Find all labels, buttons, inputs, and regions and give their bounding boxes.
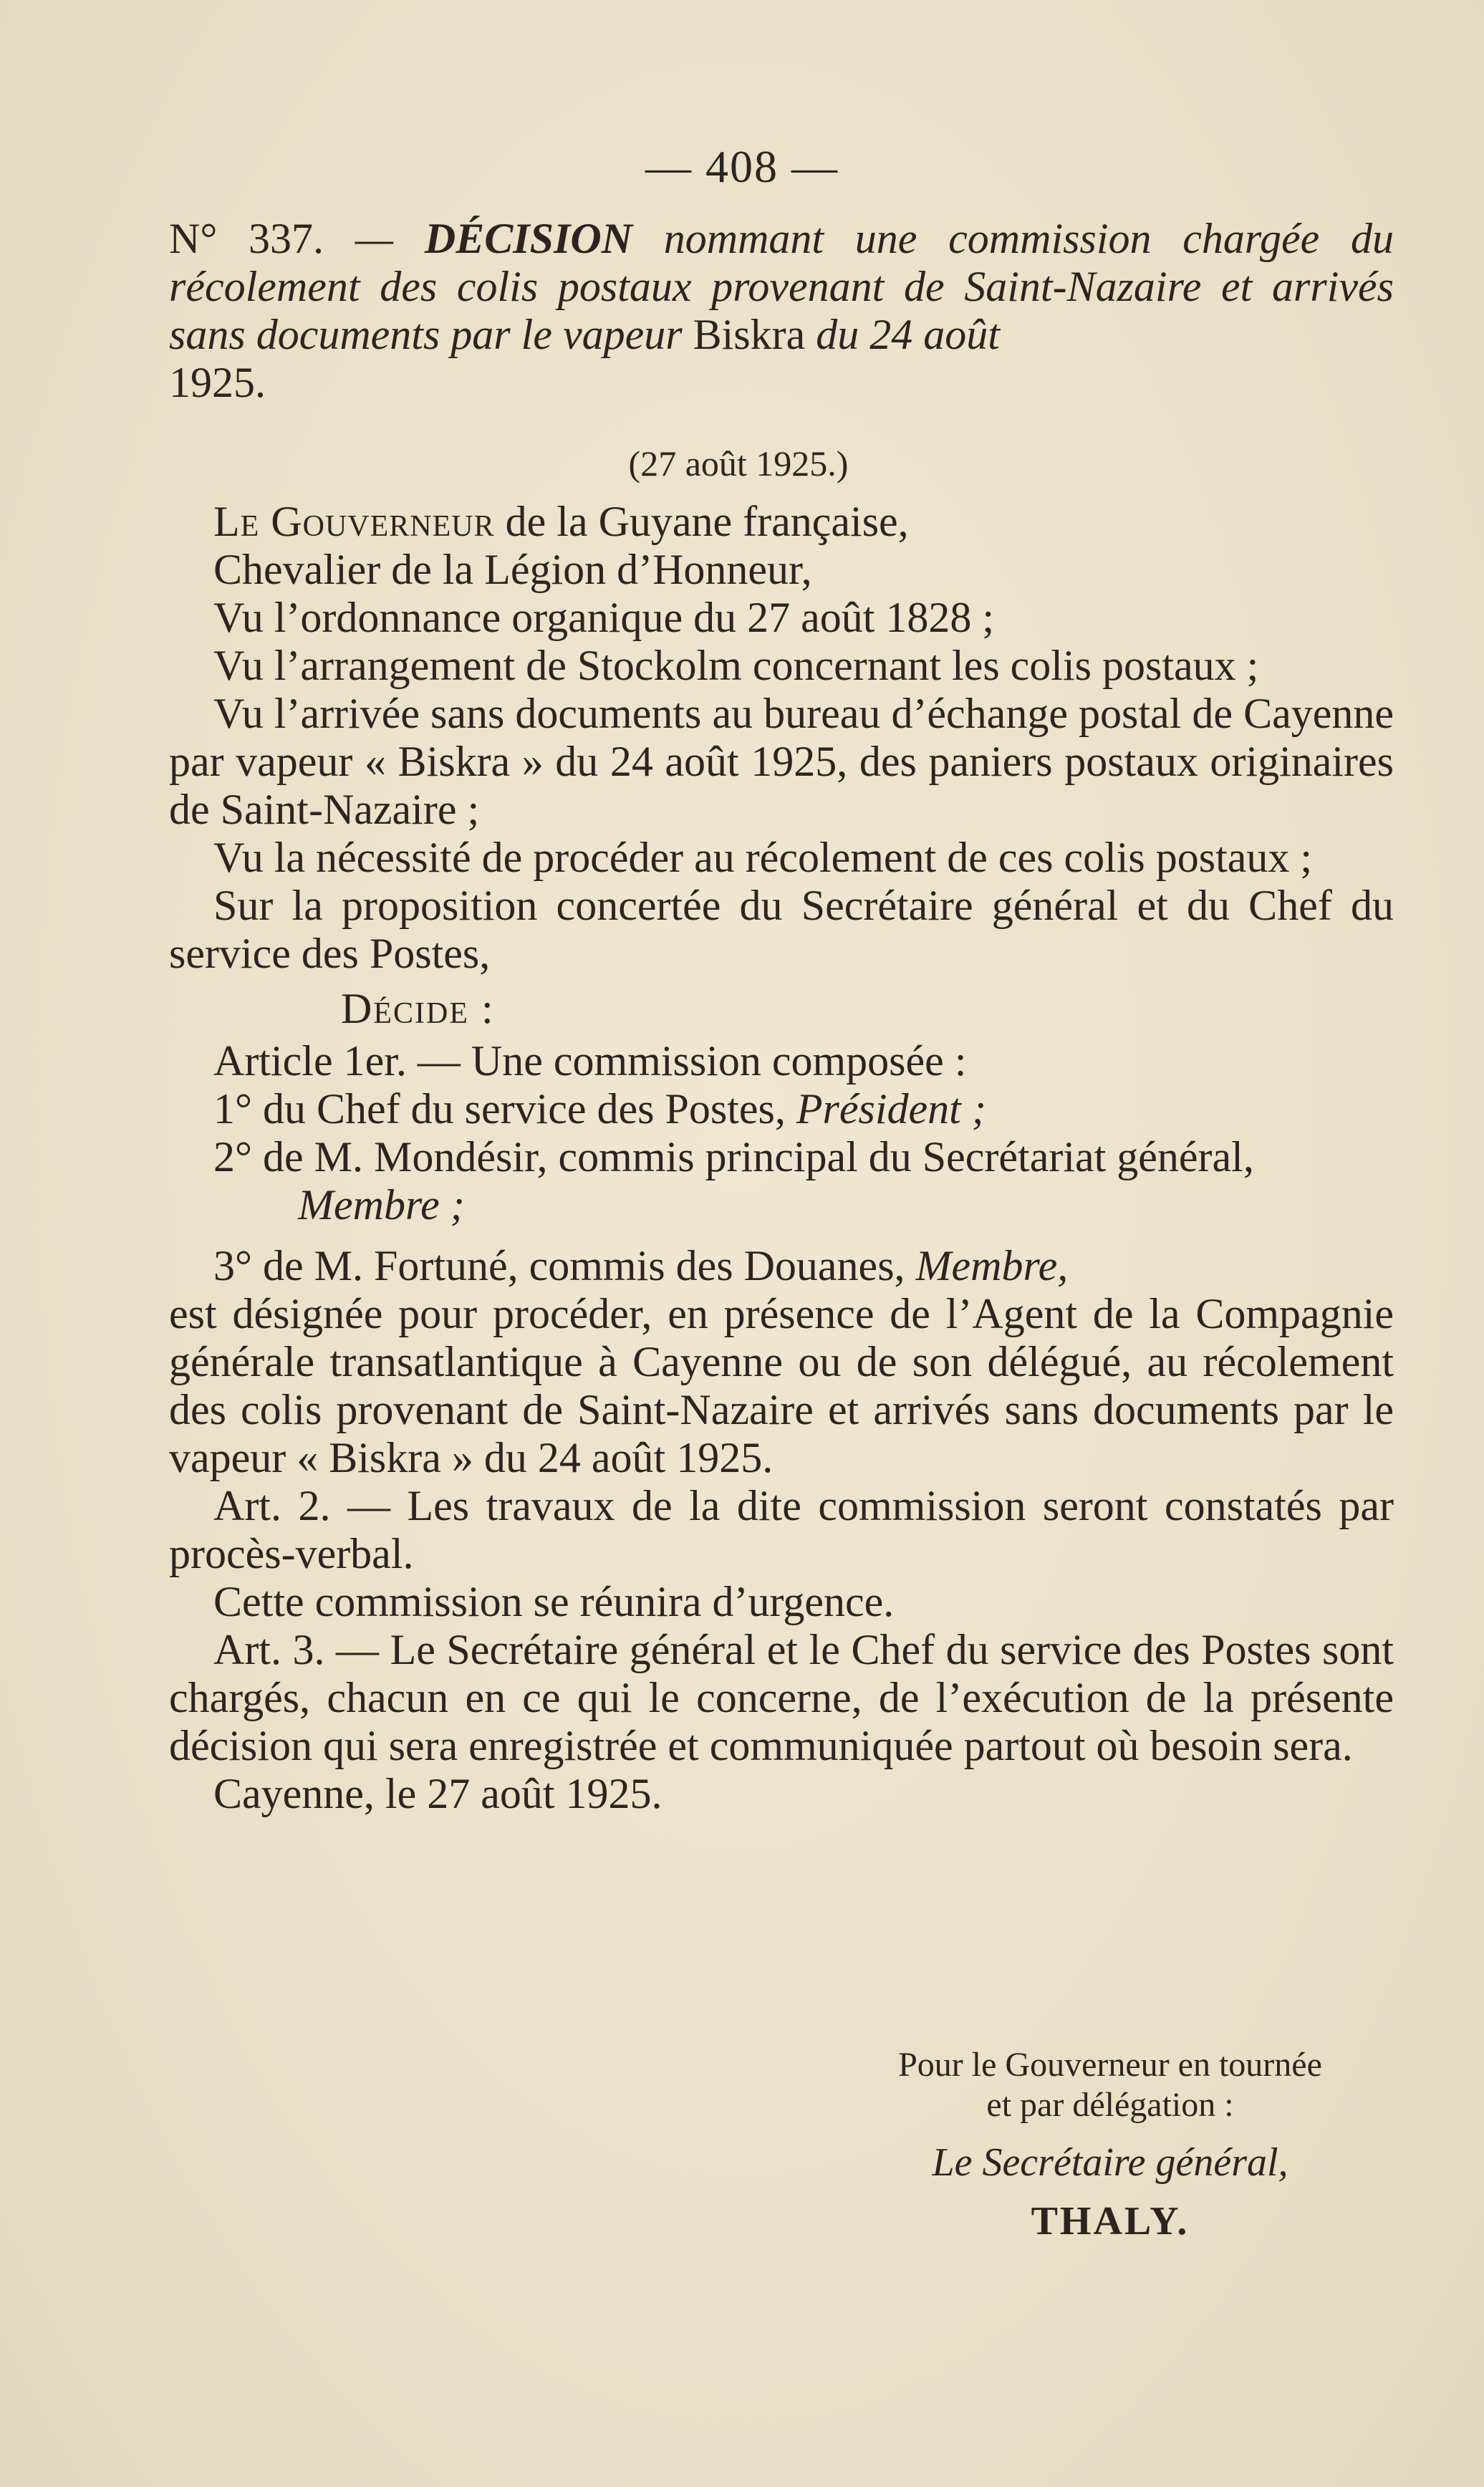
urgence-line: Cette commission se réunira d’urgence. <box>213 1578 895 1625</box>
sur-proposition: Sur la proposition concertée du Secrétaire général et du Chef du service des Postes, <box>169 882 1394 977</box>
vu-ordonnance: Vu l’ordonnance organique du 27 août 1828 ; <box>213 594 995 641</box>
member-2-role-text: Membre ; <box>298 1181 465 1228</box>
decision-title-word-text: DÉCISION <box>424 215 632 262</box>
member-3-role: Membre, <box>915 1242 1069 1289</box>
decision-number: N° 337. <box>169 215 324 262</box>
governor-rest: de la Guyane française, <box>494 498 909 545</box>
decision-title-word <box>425 215 632 262</box>
vu-arrivee: Vu l’arrivée sans documents au bureau d’échange postal de Cayenne par vapeur « Biskra » du 24 août 1925, des paniers postaux originaires de Saint-Nazaire ; <box>169 690 1394 833</box>
member-2-role <box>169 1181 1394 1229</box>
member-3-text: 3° de M. Fortuné, commis des Douanes, <box>213 1242 916 1289</box>
member-1-text: 1° du Chef du service des Postes, <box>213 1085 796 1132</box>
page-number: — 408 — <box>645 141 839 192</box>
decision-title: nommant une commission chargée du récolement des colis postaux provenant de Saint-Nazaire et arrivés sans documents par le vapeur <box>169 215 1394 358</box>
member-2: 2° de M. Mondésir, commis principal du Secrétariat général, <box>213 1133 1254 1180</box>
decision-header <box>169 215 1394 407</box>
article-2: Art. 2. — Les travaux de la dite commission seront constatés par procès-verbal. <box>169 1482 1394 1577</box>
article-3: Art. 3. — Le Secrétaire général et le Chef du service des Postes sont chargés, chacun en ce qui le concerne, de l’exécution de la présente décision qui sera enregistrée et communiquée partout où besoin sera. <box>169 1626 1394 1769</box>
article-1-intro: Article 1er. — Une commission composée : <box>213 1037 967 1084</box>
ship-name: Biskra <box>693 311 806 358</box>
member-3 <box>169 1242 1394 1290</box>
header-dash: — <box>324 215 425 262</box>
governor-title: Le Gouverneur <box>213 498 495 545</box>
signature-name: THALY. <box>1031 2199 1190 2243</box>
member-1-role: Président ; <box>796 1085 986 1132</box>
signature-line-1: Pour le Gouverneur en tournée <box>898 2046 1322 2084</box>
vu-arrangement: Vu l’arrangement de Stockolm concernant les colis postaux ; <box>213 642 1259 689</box>
vu-necessite: Vu la nécessité de procéder au récolement de ces colis postaux ; <box>213 834 1313 881</box>
signature-line-2: et par délégation : <box>986 2086 1234 2124</box>
signature-title: Le Secrétaire général, <box>932 2140 1288 2185</box>
signature-block <box>824 2045 1397 2241</box>
member-1 <box>169 1085 1394 1133</box>
chevalier-line: Chevalier de la Légion d’Honneur, <box>213 546 812 593</box>
decide-heading: Décide : <box>341 985 495 1032</box>
decision-year: 1925. <box>169 359 266 406</box>
decision-date: (27 août 1925.) <box>628 443 849 484</box>
decision-body <box>169 215 1394 1818</box>
place-date: Cayenne, le 27 août 1925. <box>213 1770 662 1817</box>
article-1-body: est désignée pour procéder, en présence de l’Agent de la Compagnie générale transatlantique à Cayenne ou de son délégué, au récolement des colis provenant de Saint-Nazaire et arrivés sans documents par le vapeur « Biskra » du 24 août 1925. <box>169 1290 1394 1481</box>
decision-title-date: du 24 août <box>805 311 1000 358</box>
governor-line <box>169 498 1394 546</box>
